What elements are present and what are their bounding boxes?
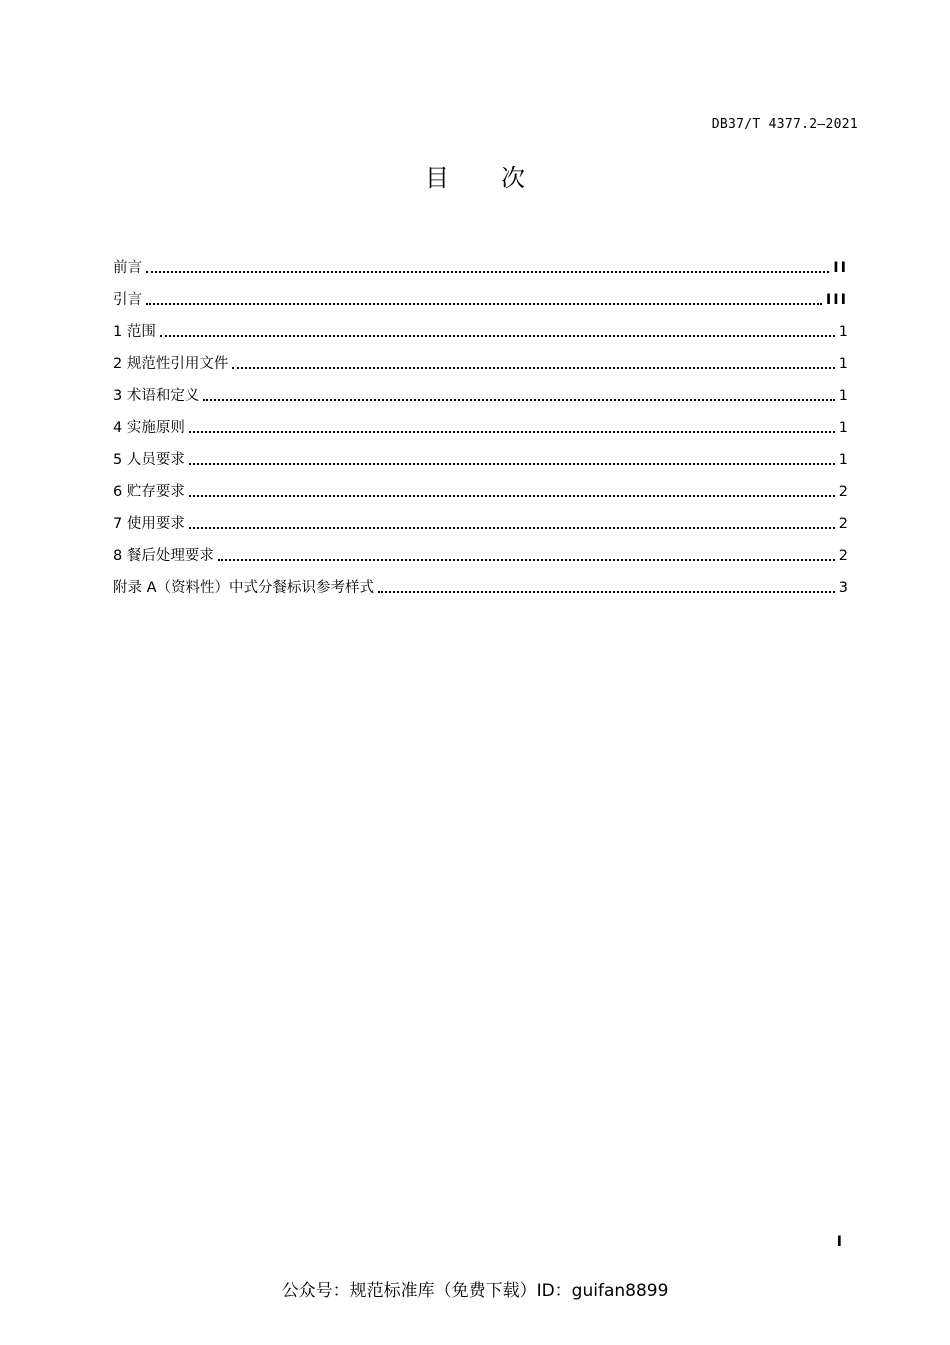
toc-entry-page: 1 — [838, 452, 848, 468]
dot-leader — [160, 335, 835, 337]
toc-entry-label: 5 人员要求 — [113, 452, 185, 468]
toc-entry-label: 4 实施原则 — [113, 420, 185, 436]
page-number: I — [836, 1234, 842, 1250]
dot-leader — [189, 431, 835, 433]
toc-entry-label: 附录 A（资料性）中式分餐标识参考样式 — [113, 580, 375, 596]
document-code: DB37/T 4377.2—2021 — [711, 117, 858, 132]
table-of-contents — [113, 246, 848, 598]
toc-entry-scope[interactable] — [113, 310, 848, 342]
toc-entry-label: 6 贮存要求 — [113, 484, 185, 500]
toc-entry-page: 2 — [838, 516, 848, 532]
toc-entry-page: 1 — [838, 324, 848, 340]
toc-title-part2: 次 — [501, 164, 525, 192]
toc-entry-page: 3 — [838, 580, 848, 596]
toc-entry-introduction[interactable] — [113, 278, 848, 310]
toc-entry-page: 1 — [838, 420, 848, 436]
toc-entry-storage[interactable] — [113, 470, 848, 502]
toc-entry-page: 2 — [838, 548, 848, 564]
toc-entry-label: 2 规范性引用文件 — [113, 356, 229, 372]
toc-entry-page: 1 — [838, 388, 848, 404]
dot-leader — [232, 367, 834, 369]
toc-entry-label: 8 餐后处理要求 — [113, 548, 214, 564]
toc-entry-label: 引言 — [113, 292, 142, 308]
toc-entry-appendix-a[interactable] — [113, 566, 848, 598]
toc-entry-personnel[interactable] — [113, 438, 848, 470]
toc-entry-terms-definitions[interactable] — [113, 374, 848, 406]
toc-entry-foreword[interactable] — [113, 246, 848, 278]
toc-entry-label: 1 范围 — [113, 324, 156, 340]
toc-entry-post-meal[interactable] — [113, 534, 848, 566]
toc-entry-label: 前言 — [113, 260, 142, 276]
dot-leader — [378, 591, 835, 593]
toc-entry-usage[interactable] — [113, 502, 848, 534]
toc-title-part1: 目 — [425, 164, 449, 192]
footer-note: 公众号：规范标准库（免费下载）ID：guifan8899 — [281, 1281, 669, 1301]
dot-leader — [146, 271, 829, 273]
toc-entry-page: 1 — [838, 356, 848, 372]
toc-entry-page: II — [833, 260, 848, 276]
dot-leader — [189, 495, 835, 497]
dot-leader — [189, 463, 835, 465]
dot-leader — [146, 303, 822, 305]
toc-entry-normative-references[interactable] — [113, 342, 848, 374]
toc-entry-page: 2 — [838, 484, 848, 500]
toc-entry-label: 7 使用要求 — [113, 516, 185, 532]
dot-leader — [218, 559, 835, 561]
dot-leader — [189, 527, 835, 529]
toc-entry-principles[interactable] — [113, 406, 848, 438]
toc-entry-page: III — [825, 292, 848, 308]
toc-title — [0, 158, 950, 193]
toc-entry-label: 3 术语和定义 — [113, 388, 200, 404]
dot-leader — [203, 399, 834, 401]
